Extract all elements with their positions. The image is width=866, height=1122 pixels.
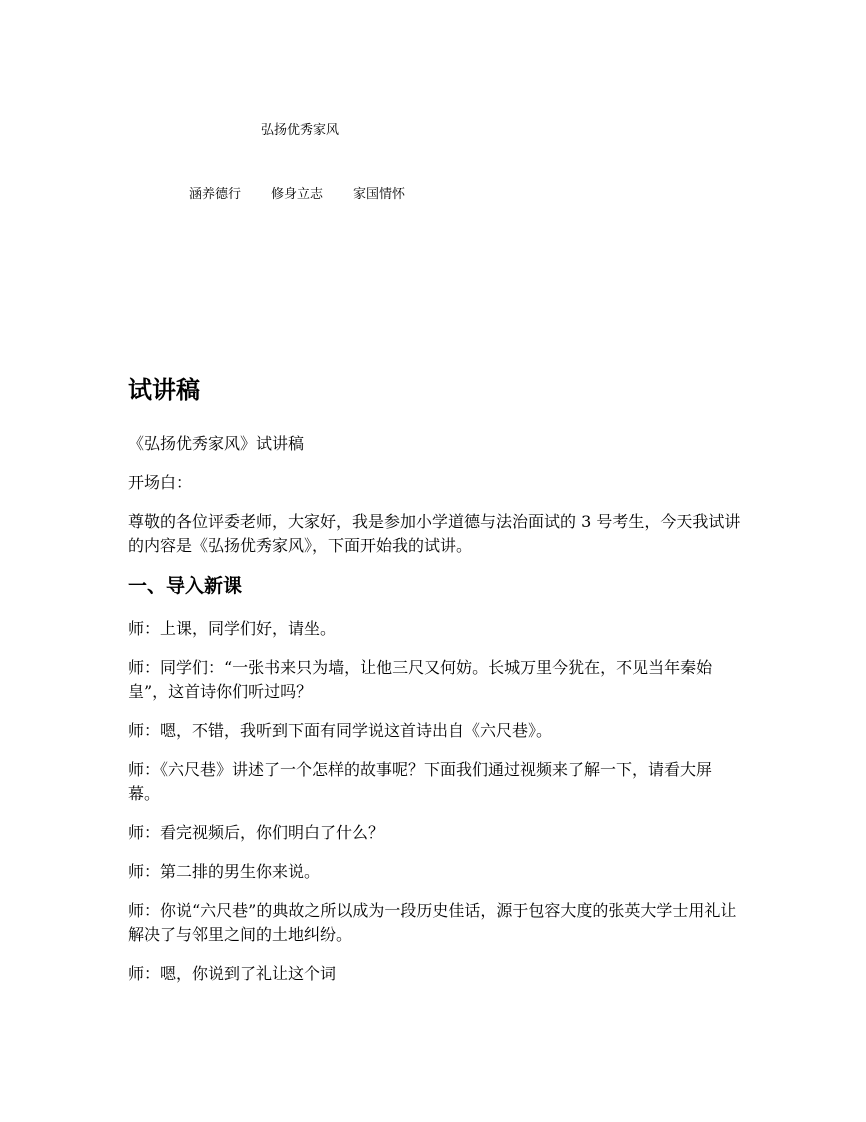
dialogue-line: 师：嗯，不错，我听到下面有同学说这首诗出自《六尺巷》。 — [128, 721, 553, 740]
document-subtitle: 《弘扬优秀家风》试讲稿 — [128, 434, 305, 453]
opening-label: 开场白： — [128, 473, 193, 492]
document-heading: 试讲稿 — [128, 376, 200, 404]
header-tags — [189, 186, 405, 204]
dialogue-line: 师：《六尺巷》讲述了一个怎样的故事呢？下面我们通过视频来了解一下，请看大屏幕。 — [128, 760, 713, 803]
dialogue-line: 师：嗯，你说到了礼让这个词 — [128, 964, 337, 983]
header-tag: 涵养德行 — [189, 187, 242, 202]
dialogue-line: 师：第二排的男生你来说。 — [128, 862, 321, 881]
dialogue-line: 师：上课，同学们好，请坐。 — [128, 619, 337, 638]
opening-paragraph: 尊敬的各位评委老师，大家好，我是参加小学道德与法治面试的 3 号考生，今天我试讲的内容是《弘扬优秀家风》，下面开始我的试讲。 — [128, 512, 741, 555]
header-tag: 家国情怀 — [353, 187, 406, 202]
dialogue-line: 师：同学们：“一张书来只为墙，让他三尺又何妨。长城万里今犹在，不见当年秦始皇”，这首诗你们听过吗？ — [128, 658, 713, 701]
header-tag: 修身立志 — [271, 187, 324, 202]
header-title: 弘扬优秀家风 — [261, 123, 340, 138]
document-body — [128, 432, 743, 1001]
section-heading: 一、导入新课 — [128, 575, 243, 597]
dialogue-line: 师：看完视频后，你们明白了什么？ — [128, 823, 385, 842]
dialogue-line: 师：你说“六尺巷”的典故之所以成为一段历史佳话，源于包容大度的张英大学士用礼让解决了与邻里之间的土地纠纷。 — [128, 901, 737, 944]
